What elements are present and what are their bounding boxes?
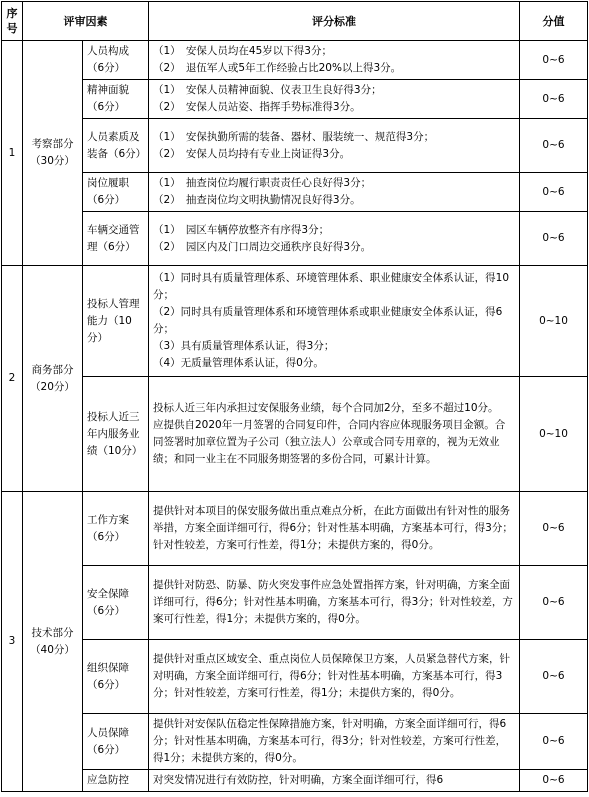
standard-line: （2） 退伍军人或5年工作经验占比20%以上得3分。 [153, 62, 402, 74]
item-standard: 提供针对安保队伍稳定性保障措施方案，针对明确，方案全面详细可行，得6分；针对性基本明确，方案基本可行，得3分；针对性较差，方案可行性差，得1分；未提供方案的，得0分。 [149, 714, 520, 770]
table-row [2, 173, 588, 212]
item-score: 0~6 [520, 492, 588, 566]
item-standard [149, 212, 520, 266]
table-row [2, 492, 588, 566]
item-name: 工作方案（6分） [83, 492, 149, 566]
section-no: 3 [2, 492, 23, 792]
table-row [2, 377, 588, 492]
item-name: 应急防控 [83, 770, 149, 792]
section-category: 商务部分（20分） [23, 266, 83, 492]
table-row [2, 714, 588, 770]
item-name: 组织保障（6分） [83, 640, 149, 714]
item-score: 0~6 [520, 41, 588, 80]
standard-line: （2） 园区内及门口周边交通秩序良好得3分。 [153, 240, 372, 253]
header-factor: 评审因素 [23, 2, 149, 41]
standard-line: （2） 抽查岗位均文明执勤情况良好得3分。 [153, 194, 361, 206]
item-score: 0~6 [520, 119, 588, 173]
item-name: 投标人近三年内服务业绩（10分） [83, 377, 149, 492]
table-row [2, 80, 588, 119]
standard-line: （4）无质量管理体系认证，得0分。 [153, 357, 324, 369]
table-row [2, 566, 588, 640]
table-row [2, 119, 588, 173]
section-no: 1 [2, 41, 23, 266]
header-score: 分值 [520, 2, 588, 41]
standard-line: （2）同时具有质量管理体系和环境管理体系或职业健康安全体系认证，得6分； [153, 306, 503, 335]
standard-line: 投标人近三年内承担过安保服务业绩，每个合同加2分，至多不超过10分。 [153, 402, 499, 414]
standard-line: 应提供自2020年一月签署的合同复印件，合同内容应体现服务项目金额。合同签署时加章位置为子公司（独立法人）公章或合同专用章的，视为无效业绩；和同一业主在不同服务期签署的多份合同，可累计计算。 [153, 419, 506, 465]
item-name: 投标人管理能力（10分） [83, 266, 149, 377]
table-row [2, 41, 588, 80]
scoring-table [1, 1, 588, 792]
item-score: 0~6 [520, 566, 588, 640]
item-standard [149, 173, 520, 212]
item-score: 0~10 [520, 377, 588, 492]
header-no: 序号 [2, 2, 23, 41]
item-standard [149, 41, 520, 80]
item-score: 0~6 [520, 212, 588, 266]
standard-line: （1） 安保人员均在45岁以下得3分； [153, 45, 332, 57]
item-standard [149, 119, 520, 173]
table-row [2, 266, 588, 377]
header-standard: 评分标准 [149, 2, 520, 41]
item-name: 人员素质及装备（6分） [83, 119, 149, 173]
item-standard: 对突发情况进行有效防控，针对明确，方案全面详细可行，得6 [149, 770, 520, 792]
section-category: 考察部分（30分） [23, 41, 83, 266]
item-standard [149, 266, 520, 377]
item-score: 0~6 [520, 770, 588, 792]
item-score: 0~6 [520, 80, 588, 119]
item-name: 岗位履职（6分） [83, 173, 149, 212]
section-no: 2 [2, 266, 23, 492]
item-standard: 提供针对重点区域安全、重点岗位人员保障保卫方案，人员紧急替代方案，针对明确，方案全面详细可行，得6分；针对性基本明确，方案基本可行，得3分；针对性较差，方案可行性差，得1分；未提供方案的，得0分。 [149, 640, 520, 714]
section-category: 技术部分（40分） [23, 492, 83, 792]
item-name: 精神面貌（6分） [83, 80, 149, 119]
item-score: 0~6 [520, 714, 588, 770]
standard-line: （1） 抽查岗位均履行职责责任心良好得3分； [153, 177, 372, 189]
table-row [2, 640, 588, 714]
item-standard: 提供针对防恐、防暴、防火突发事件应急处置指挥方案，针对明确，方案全面详细可行，得6分；针对性基本明确，方案基本可行，得3分；针对性较差，方案可行性差，得1分；未提供方案的，得0分。 [149, 566, 520, 640]
item-name: 人员保障（6分） [83, 714, 149, 770]
item-name: 车辆交通管理（6分） [83, 212, 149, 266]
standard-line: （1） 园区车辆停放整齐有序得3分； [153, 223, 330, 236]
item-standard [149, 377, 520, 492]
item-score: 0~6 [520, 640, 588, 714]
item-name: 安全保障（6分） [83, 566, 149, 640]
header-row [2, 2, 588, 41]
standard-line: （2） 安保人员均持有专业上岗证得3分。 [153, 147, 351, 160]
table-row [2, 770, 588, 792]
item-standard [149, 80, 520, 119]
item-score: 0~10 [520, 266, 588, 377]
table-row [2, 212, 588, 266]
item-name: 人员构成（6分） [83, 41, 149, 80]
standard-line: （2） 安保人员站姿、指挥手势标准得3分。 [153, 101, 361, 113]
standard-line: （3）具有质量管理体系认证，得3分； [153, 340, 335, 352]
item-score: 0~6 [520, 173, 588, 212]
standard-line: （1） 安保执勤所需的装备、器材、服装统一、规范得3分； [153, 130, 435, 143]
standard-line: （1） 安保人员精神面貌、仪表卫生良好得3分； [153, 84, 382, 96]
item-standard: 提供针对本项目的保安服务做出重点难点分析，在此方面做出有针对性的服务举措，方案全面详细可行，得6分；针对性基本明确，方案基本可行，得3分；针对性较差，方案可行性差，得1分；未提供方案的，得0分。 [149, 492, 520, 566]
standard-line: （1）同时具有质量管理体系、环境管理体系、职业健康安全体系认证，得10分； [153, 272, 510, 301]
